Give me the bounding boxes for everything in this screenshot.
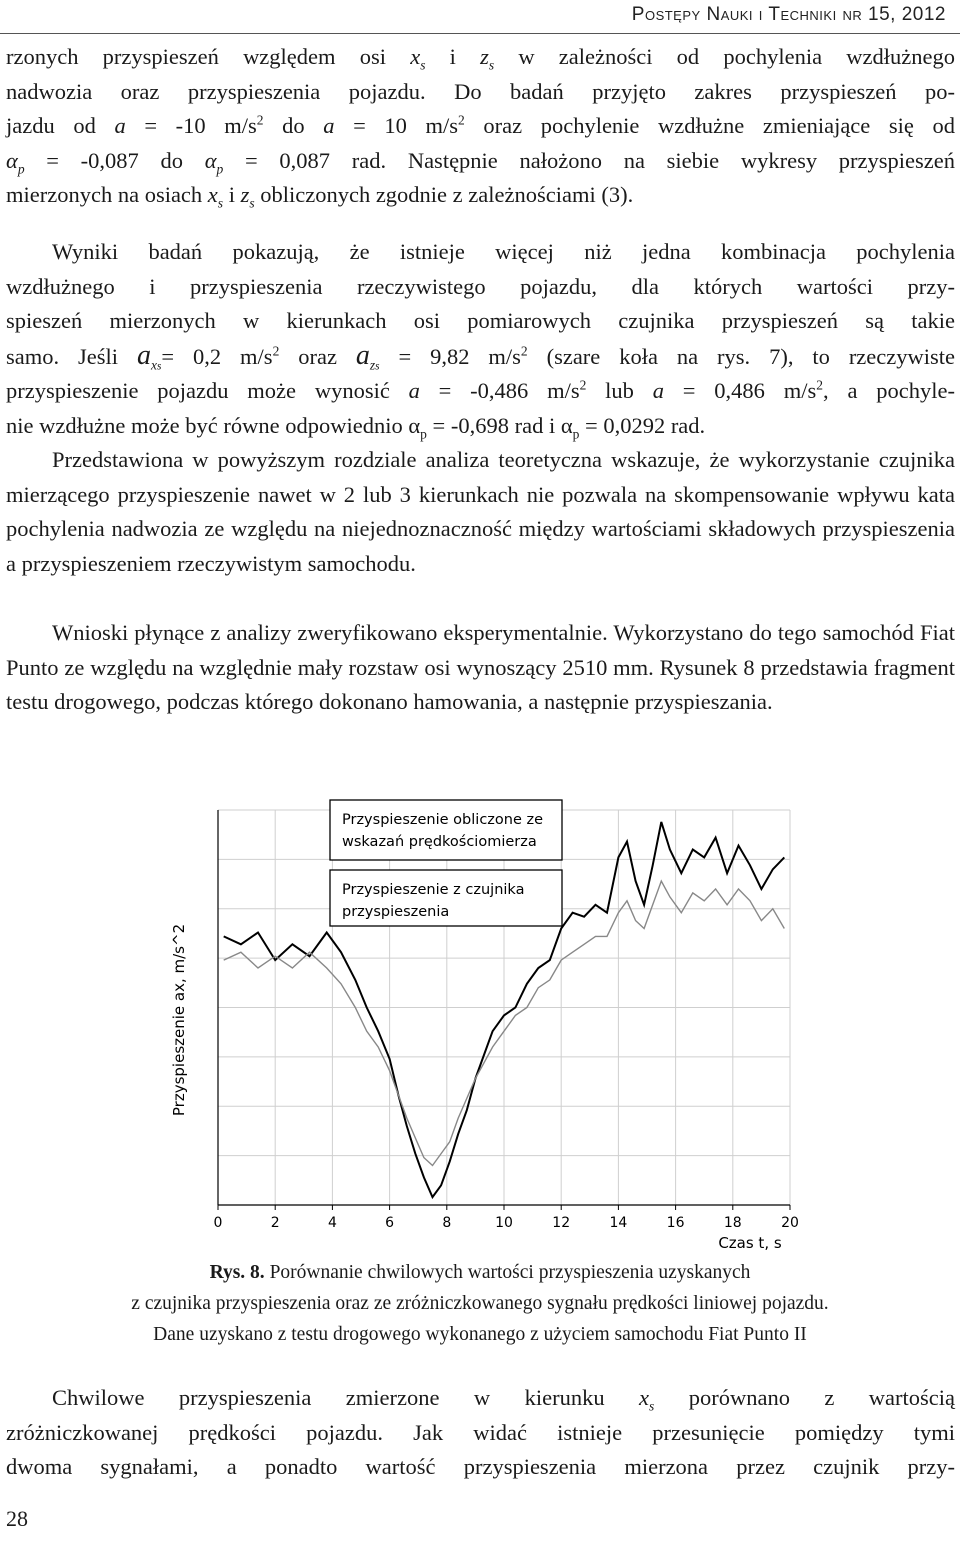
x-tick-label: 6 bbox=[385, 1215, 395, 1231]
running-header bbox=[0, 0, 960, 36]
acceleration-chart bbox=[150, 790, 810, 1260]
header-rule bbox=[0, 33, 960, 34]
legend-text-1: wskazań prędkościomierza bbox=[342, 834, 537, 850]
x-tick-label: 0 bbox=[213, 1215, 223, 1231]
y-axis-label: Przyspieszenie ax, m/s^2 bbox=[170, 923, 188, 1117]
x-tick-label: 4 bbox=[327, 1215, 337, 1231]
legend-text-2: Przyspieszenie z czujnika bbox=[342, 882, 525, 898]
x-tick-label: 12 bbox=[552, 1215, 571, 1231]
legend-text-2: przyspieszenia bbox=[342, 904, 450, 920]
legend-box-1 bbox=[330, 800, 562, 860]
figure-caption: Rys. 8. Porównanie chwilowych wartości przyspieszenia uzyskanych z czujnika przyspieszenia oraz ze zróżniczkowanego sygnału prędkości liniowej pojazdu. Dane uzyskano z testu drogowego wykonanego z użyciem samochodu Fiat Punto II bbox=[131, 1262, 829, 1345]
x-tick-label: 14 bbox=[609, 1215, 628, 1231]
chart-grid bbox=[218, 810, 790, 1205]
paragraph-2: Wyniki badań pokazują, że istnieje więcej niż jedna kombinacja pochylenia wzdłużnego i przyspieszenia rzeczywistego pojazdu, dla których wartości przy- spieszeń mierzonych w kierunkach osi pomiarowych czujnika przyspieszeń są takie samo. Jeśli $a_{xs}= 0,2$ $m/s^2$ oraz $a_{zs} = 9,82$ $m/s^2$ (szare koła na rys. 7), to rzeczywiste przyspieszenie pojazdu może wynosić a = -0,486 $m/s^2$ lub a = 0,486 $m/s^2$, a pochyle- nie wzdłużne może być równe odpowiednio $\alpha_p = -0,698$ rad i $\alpha_p = 0,0292$ rad. bbox=[6, 239, 956, 442]
x-tick-label: 18 bbox=[723, 1215, 742, 1231]
chart-legend bbox=[330, 800, 562, 926]
paragraph-3: Przedstawiona w powyższym rozdziale analiza teoretyczna wskazuje, że wykorzystanie czujnika mierzącego przyspieszenie nawet w 2 lub 3 kierunkach nie pozwala na skompensowanie wpływu kata pochylenia nadwozia ze względu na niejednoznaczność między wartościami składowych przyspieszenia a przyspieszeniem rzeczywistym samochodu. bbox=[6, 447, 955, 576]
x-tick-label: 2 bbox=[270, 1215, 280, 1231]
page-number: 28 bbox=[6, 1506, 28, 1531]
x-tick-label: 16 bbox=[666, 1215, 685, 1231]
x-tick-label: 20 bbox=[781, 1215, 799, 1231]
journal-title: Postępy Nauki i Techniki nr 15, 2012 bbox=[631, 4, 946, 25]
figure-8 bbox=[150, 790, 810, 1260]
x-axis-label: Czas t, s bbox=[718, 1234, 782, 1252]
paragraph-4: Wnioski płynące z analizy zweryfikowano eksperymentalnie. Wykorzystano do tego samochód Fiat Punto ze względu na względnie mały rozstaw osi wynoszący 2510 mm. Rysunek 8 przedstawia fragment testu drogowego, podczas którego dokonano hamowania, a następnie przyspieszania. bbox=[6, 620, 955, 715]
x-tick-label: 8 bbox=[442, 1215, 452, 1231]
legend-text-1: Przyspieszenie obliczone ze bbox=[342, 812, 544, 828]
chart-tick-labels bbox=[214, 1205, 799, 1231]
paragraph-1: rzonych przyspieszeń względem osi $x_s$ i $z_s$ w zależności od pochylenia wzdłużnego nadwozia oraz przyspieszenia pojazdu. Do badań przyjęto zakres przyspieszeń po- jazdu od a = -10 $m/s^2$ do a = 10 $m/s^2$ oraz pochylenie wzdłużne zmieniające się od $\alpha_p = -0,087$ do $\alpha_p = 0,087$ rad. Następnie nałożono na siebie wykresy przyspieszeń mierzonych na osiach $x_s$ i $z_s$ obliczonych zgodnie z zależnościami (3). bbox=[6, 44, 955, 211]
paragraph-5: Chwilowe przyspieszenia zmierzone w kierunku $x_s$ porównano z wartością zróżniczkowanej prędkości pojazdu. Jak widać istnieje przesunięcie pomiędzy tymi dwoma sygnałami, a ponadto wartość przyspieszenia mierzona przez czujnik przy- bbox=[6, 1385, 955, 1480]
x-tick-label: 10 bbox=[495, 1215, 513, 1231]
caption-label: Rys. 8. bbox=[209, 1262, 265, 1283]
